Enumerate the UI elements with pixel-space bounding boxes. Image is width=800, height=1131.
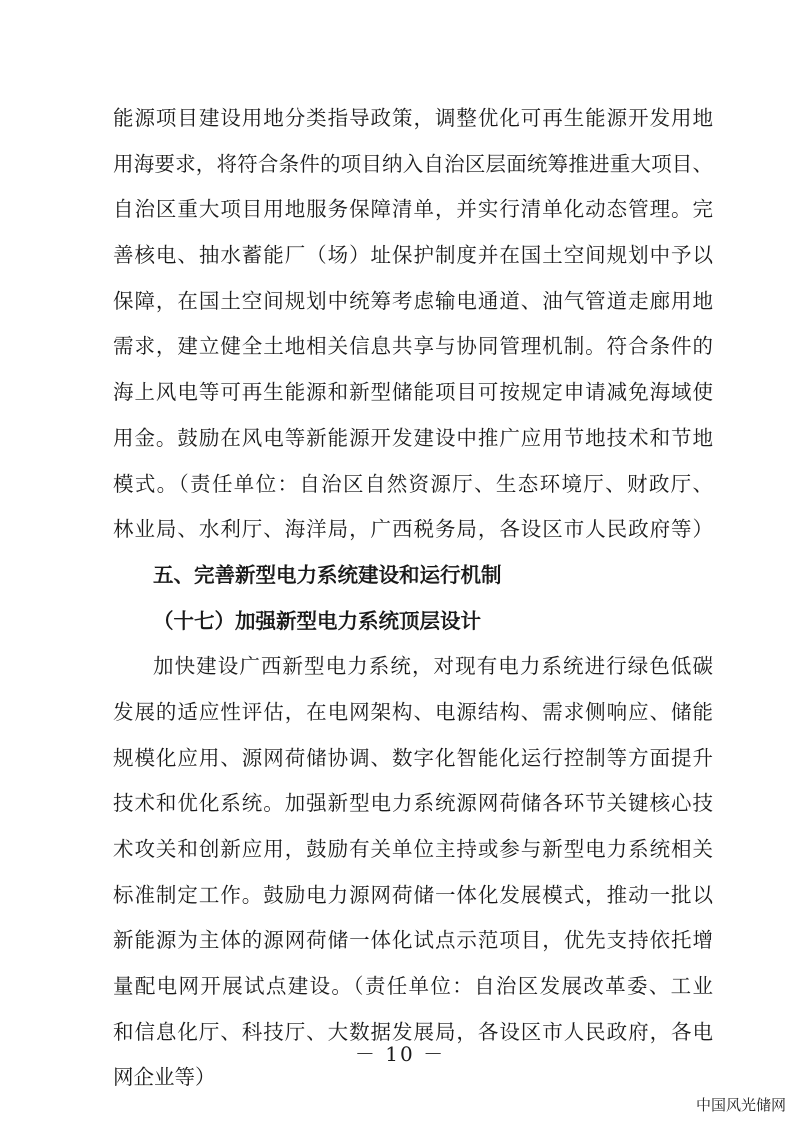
paragraph-line: 和信息化厅、科技厅、大数据发展局，各设区市人民政府，各电: [113, 1019, 713, 1044]
body-line: 善核电、抽水蓄能厂（场）址保护制度并在国土空间规划中予以: [113, 243, 713, 268]
body-line: 需求，建立健全土地相关信息共享与协同管理机制。符合条件的: [113, 334, 713, 359]
paragraph-line: 标准制定工作。鼓励电力源网荷储一体化发展模式，推动一批以: [113, 882, 713, 907]
paragraph-line: 量配电网开展试点建设。（责任单位：自治区发展改革委、工业: [113, 974, 713, 999]
document-body: [113, 96, 713, 1101]
body-line: 用金。鼓励在风电等新能源开发建设中推广应用节地技术和节地: [113, 425, 713, 450]
page-number: － 10 －: [354, 1042, 446, 1066]
body-line: 自治区重大项目用地服务保障清单，并实行清单化动态管理。完: [113, 197, 713, 222]
site-watermark: 中国风光储网: [695, 1096, 786, 1114]
section-heading: 五、完善新型电力系统建设和运行机制: [153, 562, 502, 587]
body-line: 模式。（责任单位：自治区自然资源厅、生态环境厅、财政厅、: [113, 471, 713, 496]
paragraph-line: 新能源为主体的源网荷储一体化试点示范项目，优先支持依托增: [113, 928, 713, 953]
paragraph-line: 加快建设广西新型电力系统，对现有电力系统进行绿色低碳: [153, 654, 713, 679]
paragraph-line: 技术和优化系统。加强新型电力系统源网荷储各环节关键核心技: [113, 791, 713, 816]
paragraph-line: 网企业等）: [113, 1065, 216, 1090]
paragraph-line: 术攻关和创新应用，鼓励有关单位主持或参与新型电力系统相关: [113, 837, 713, 861]
body-line: 海上风电等可再生能源和新型储能项目可按规定申请减免海域使: [113, 380, 713, 405]
body-line: 林业局、水利厅、海洋局，广西税务局，各设区市人民政府等）: [113, 517, 713, 542]
body-line: 用海要求，将符合条件的项目纳入自治区层面统筹推进重大项目、: [113, 151, 713, 176]
paragraph-line: 规模化应用、源网荷储协调、数字化智能化运行控制等方面提升: [113, 745, 713, 770]
subsection-heading: （十七）加强新型电力系统顶层设计: [153, 608, 481, 633]
body-line: 保障，在国土空间规划中统筹考虑输电通道、油气管道走廊用地: [113, 288, 713, 313]
body-line: 能源项目建设用地分类指导政策，调整优化可再生能源开发用地: [113, 106, 713, 130]
paragraph-line: 发展的适应性评估，在电网架构、电源结构、需求侧响应、储能: [113, 699, 713, 724]
